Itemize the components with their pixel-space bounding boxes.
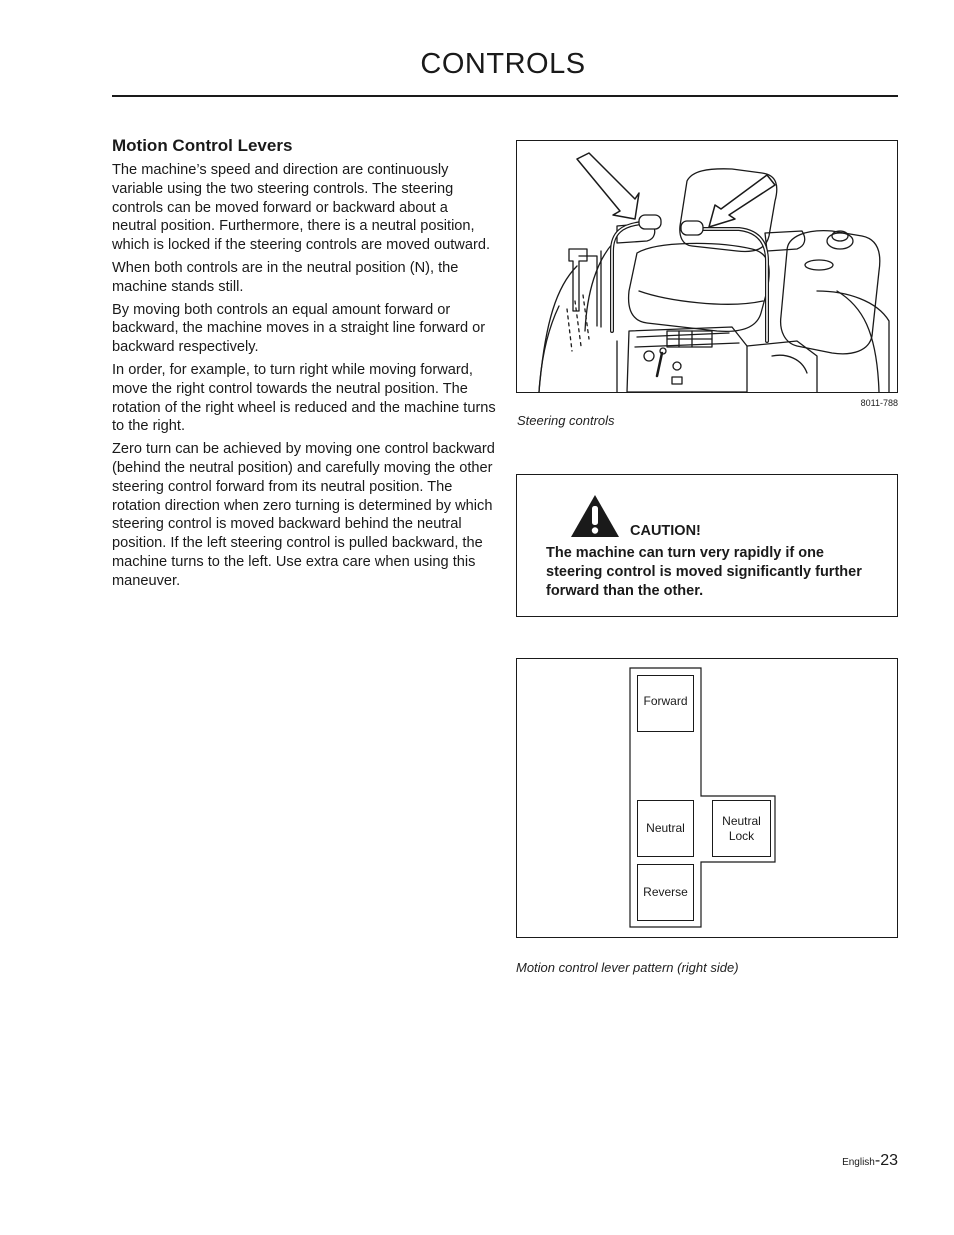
figure2-caption: Motion control lever pattern (right side) — [516, 960, 739, 975]
page-number — [842, 1152, 898, 1170]
lever-slot-outline — [517, 659, 897, 937]
neutral-lock-position — [712, 800, 771, 857]
forward-label: Forward — [643, 694, 688, 708]
paragraph-zero-turn: Zero turn can be achieved by moving one control backward (behind the neutral position) and carefully moving the other steering control forward from its neutral position. The rotation direction when zero turning is determined by which steering control is moved backward behind the neutral position. If the left steering control is pulled backward, the machine turns to the left. Use extra care when using this maneuver. — [112, 441, 495, 589]
footer-language: English — [842, 1157, 875, 1168]
caution-text: The machine can turn very rapidly if one steering control is moved significantly further forward than the other. — [546, 545, 862, 599]
reverse-position — [637, 864, 694, 921]
section-heading: Motion Control Levers — [112, 136, 293, 155]
lever-pattern-figure — [516, 658, 898, 938]
warning-triangle-icon — [569, 493, 621, 539]
steering-controls-figure — [516, 140, 898, 393]
caution-title: CAUTION! — [630, 523, 701, 539]
paragraph-speed-direction: The machine’s speed and direction are continuously variable using the two steering controls. The steering controls can be moved forward or backward about a neutral position. Furthermore, there is a neutral position, which is locked if the steering controls are moved outward. — [112, 162, 490, 254]
reverse-label: Reverse — [643, 885, 688, 899]
forward-position — [637, 675, 694, 732]
title-divider — [112, 95, 898, 97]
mower-seat-illustration — [517, 141, 897, 392]
neutral-label: Neutral — [646, 821, 685, 835]
neutral-lock-label: Neutral Lock — [722, 813, 761, 843]
footer-page: -23 — [874, 1152, 898, 1169]
paragraph-neutral: When both controls are in the neutral position (N), the machine stands still. — [112, 259, 459, 295]
paragraph-turn-right: In order, for example, to turn right while moving forward, move the right control towards the neutral position. The rotation of the right wheel is reduced and the machine turns to the right. — [112, 361, 496, 435]
figure-code: 8011-788 — [860, 398, 898, 408]
figure1-caption: Steering controls — [517, 413, 615, 428]
paragraph-straight-line: By moving both controls an equal amount forward or backward, the machine moves in a straight line forward or backward respectively. — [112, 301, 486, 356]
neutral-position — [637, 800, 694, 857]
motion-control-section — [112, 136, 496, 595]
caution-box — [516, 474, 898, 617]
page-title: CONTROLS — [420, 48, 586, 80]
